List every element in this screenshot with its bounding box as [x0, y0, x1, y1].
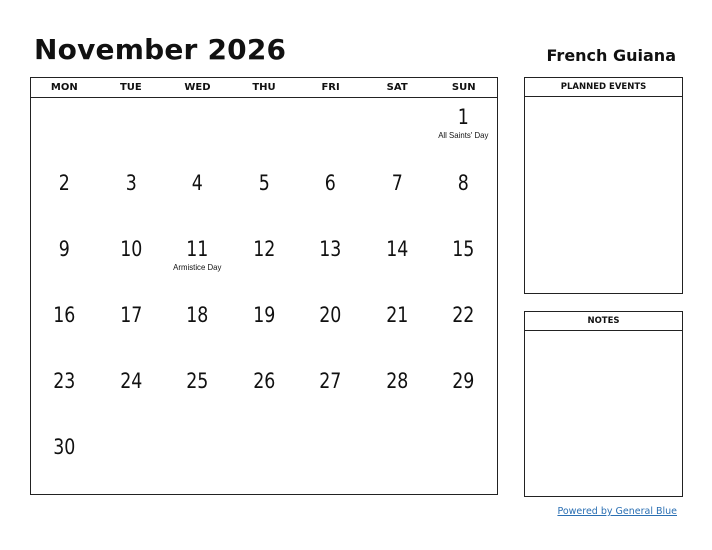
- day-cell: [297, 164, 364, 230]
- day-number: 17: [119, 303, 142, 327]
- day-cell: [31, 164, 98, 230]
- day-cell: [98, 296, 165, 362]
- day-cell: [31, 296, 98, 362]
- holiday-label: All Saints' Day: [438, 130, 489, 140]
- day-number: 16: [53, 303, 76, 327]
- day-number: 1: [458, 105, 470, 129]
- day-number: 25: [186, 369, 209, 393]
- day-number: 11: [186, 237, 209, 261]
- day-number: 3: [125, 171, 137, 195]
- day-cell: [31, 230, 98, 296]
- day-cell: [31, 362, 98, 428]
- day-number: 30: [53, 435, 76, 459]
- day-cell: [364, 230, 431, 296]
- day-number: 9: [58, 237, 70, 261]
- day-number: 7: [391, 171, 403, 195]
- day-number: 26: [252, 369, 276, 393]
- day-cell: [31, 428, 98, 494]
- day-cell: [364, 428, 431, 494]
- notes-panel: [524, 311, 683, 497]
- day-cell: [364, 296, 431, 362]
- day-number: 4: [191, 171, 203, 195]
- day-number: 12: [252, 237, 276, 261]
- day-cell: [164, 164, 231, 230]
- day-cell: [164, 362, 231, 428]
- day-cell: [297, 98, 364, 164]
- day-cell: [430, 230, 497, 296]
- day-cell: [98, 230, 165, 296]
- day-cell: [164, 230, 231, 296]
- week-row: [31, 428, 497, 494]
- week-row: [31, 362, 497, 428]
- calendar-grid: [30, 77, 498, 495]
- day-cell: [430, 362, 497, 428]
- day-number: 13: [319, 237, 342, 261]
- day-cell: [231, 296, 298, 362]
- planned-events-panel: [524, 77, 683, 294]
- day-number: 19: [252, 303, 276, 327]
- day-cell: [164, 296, 231, 362]
- day-number: 8: [458, 171, 470, 195]
- day-cell: [231, 164, 298, 230]
- day-cell: [231, 362, 298, 428]
- week-row: [31, 296, 497, 362]
- weekday-sat: SAT: [386, 82, 408, 93]
- day-number: 24: [119, 369, 142, 393]
- powered-by-link[interactable]: Powered by General Blue: [557, 506, 677, 517]
- day-cell: [98, 164, 165, 230]
- weekday-wed: WED: [184, 82, 211, 93]
- day-cell: [164, 428, 231, 494]
- weekday-fri: FRI: [321, 82, 340, 93]
- day-cell: [430, 98, 497, 164]
- weekday-thu: THU: [252, 82, 276, 93]
- day-cell: [430, 164, 497, 230]
- day-cell: [430, 428, 497, 494]
- day-cell: [297, 362, 364, 428]
- notes-title: NOTES: [525, 312, 682, 331]
- day-number: 20: [319, 303, 342, 327]
- day-cell: [364, 164, 431, 230]
- day-number: 18: [186, 303, 209, 327]
- week-row: [31, 98, 497, 164]
- weekday-tue: TUE: [119, 82, 142, 93]
- day-cell: [164, 98, 231, 164]
- day-number: 10: [119, 237, 142, 261]
- day-number: 27: [319, 369, 342, 393]
- day-cell: [297, 230, 364, 296]
- day-cell: [231, 230, 298, 296]
- day-number: 22: [452, 303, 475, 327]
- day-number: 28: [386, 369, 409, 393]
- planned-events-title: PLANNED EVENTS: [525, 78, 682, 97]
- day-number: 29: [452, 369, 475, 393]
- day-number: 21: [386, 303, 409, 327]
- region-name: French Guiana: [546, 46, 676, 65]
- week-row: [31, 164, 497, 230]
- day-cell: [364, 362, 431, 428]
- weekday-mon: MON: [50, 82, 78, 93]
- weekday-header: [31, 78, 497, 98]
- days-area: [31, 98, 497, 495]
- day-number: 23: [53, 369, 76, 393]
- day-cell: [430, 296, 497, 362]
- page-title: November 2026: [34, 33, 287, 66]
- day-number: 14: [386, 237, 409, 261]
- day-number: 2: [58, 171, 70, 195]
- day-cell: [231, 428, 298, 494]
- day-cell: [31, 98, 98, 164]
- day-cell: [98, 428, 165, 494]
- day-number: 6: [325, 171, 337, 195]
- day-cell: [297, 428, 364, 494]
- day-cell: [364, 98, 431, 164]
- day-cell: [98, 98, 165, 164]
- day-number: 5: [258, 171, 270, 195]
- day-number: 15: [452, 237, 475, 261]
- day-cell: [297, 296, 364, 362]
- day-cell: [231, 98, 298, 164]
- holiday-label: Armistice Day: [173, 262, 222, 272]
- day-cell: [98, 362, 165, 428]
- weekday-sun: SUN: [451, 82, 476, 93]
- week-row: [31, 230, 497, 296]
